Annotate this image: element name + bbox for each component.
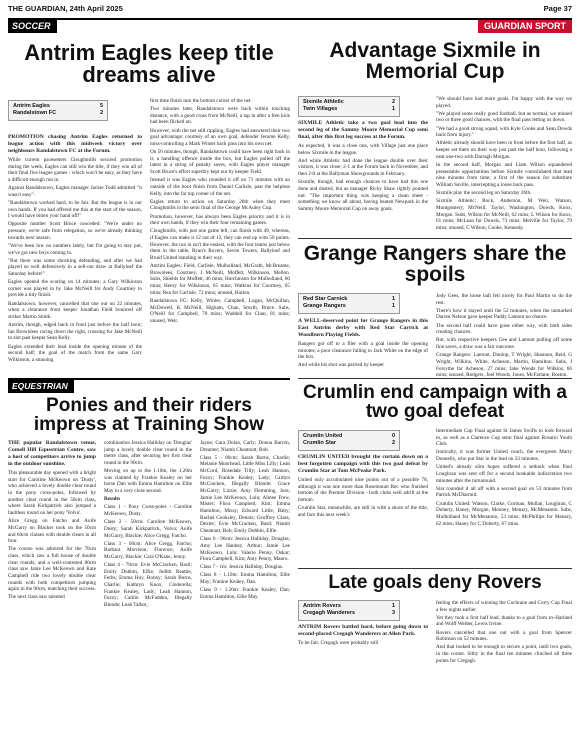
divider [298,238,572,239]
score-row: Twin Villages 1 [303,106,395,113]
article-column: combination Jessica Halliday on 'Douglas' jump a lovely double clear round in the metre class, after securing her first clear round in the 90cm. Moving on up to the 1.10m, the 1.20m was claimed by Frankie Kealey on her horse Dan with Emma Hamilton on Ellie May in a very close second. Results Class 1 - Pony Cross-poles - Caroline McKeown, Dusty. Class 2 - 50cm: Caroline McKeown, Dusty; Sarah Kirkpatrick, Volvo; Aoife McGarry, Blackie; Alice Gregg, Fatcho. Class 3 - 60cm: Alice Gregg, Fatcho; Barbara Morrison, Florence; Aoife McGarry, Blackie; Cara O'Kane, Jenny. Class 4 - 70cm: Evie McCracken, Basil; Emily Dobbin, Elfie; Judith Beattie, Ferbs; Emma Hoy, Bonny; Sarah Burns, Charlie; Kathryn Knox, Cinderella; Frankie Kealey, Lady; Leah Hannon, Fuzzy; Caitlin McFadden, Illegally Blonde; Leah Talbot, [104,440,192,609]
score-row: Red Star Carnick 1 [303,296,395,302]
scorebox [298,96,400,117]
score-row: Grange Rangers 1 [303,303,395,310]
scorebox [298,600,400,621]
score-row: Crumlin Star 2 [303,440,395,447]
article-column: Intermediate Cup Final against St James Swifts to look forward to, as well as a Clarence Cup semi final against Rosario Youth Club. Ironically, it was former United coach, the evergreen Marty Donnelly, who put Star in the lead on 33 minutes. United's already slim hopes suffered a setback when Paul Loughran was sent off for a second bookable indiscretion two minutes after the turnaround. Star rounded it all off with a second goal on 53 minutes from Patrick McDiarmid. Crumlin United: Watson, Clarke, Gorman, Mullan, Loughran, C Doherty, Haney, Morgan, Mooney, Menary, McMenamin. Subs, Mulholland for McMenamin, 53 mins; McPhillips for Menary, 62 mins; Haney for C Doherty, 67 mins. [436,428,572,527]
section-bar [8,378,290,392]
headline: Late goals deny Rovers [328,572,542,593]
article-column: Jody Gees, the loose ball fell nicely for Paul Martin to do the rest. There's how it stayed until the 52 minutes, when the unmarked Darren Nelson gave keeper Paddy Lamont no chance. The second half could have gone either way, with both sides creating chances. But, with respective keepers Gee and Lamont pulling off some fine saves, a draw was a fair outcome. Grange Rangers: Lamont, Dunlop, T Wright, Shannon, Reid, G Wright, Wilkins, White, Acheson, Martin, Hamilton. Subs, J Forsythe for Acheson, 27 mins; Jake Woods for Wilkins, 66 mins; unused, Rodgers, Joel Woods, Jones, McFarlane, Boston. [436,293,572,379]
page-number: Page 37 [543,4,572,13]
section-tag: SOCCER [8,20,57,33]
headline: Antrim Eagles keep title dreams alive [24,40,274,88]
scorebox [8,100,108,121]
divider [298,378,572,379]
article-column: SIXMILE Athletic take a two goal lead into the second leg of the Sammy Moore Memorial Cup semi final, after this first leg success at the Forum. As expected, it was a close one, with Village just one place below Sixmile in the league. And while Athletic had done the league double over their visitors, it was close; 2-1 at the Forum back in November, and then 2-0 at the Ballyman Showgrounds in February. Sixmile, though, had enough chances to have had this one done and dusted, but as manager Ricky Shaw rightly pointed out: "The important thing was keeping a clean sheet - something we know all about, having beaten Newpark in the Sammy Moore Memorial Cup on away goals. [298,120,428,212]
article-column: THE popular Randalstown venue, Comell Hill Equestrian Centre, saw a host of competitors arrive to jump in the outdoor sunshine. This pleasurable day opened with a bright start for Caroline McKeown on 'Dusty', who achieved a lovely double clear round in the pony cross-poles, followed by another clear round in the 50cm class, where Sarah Kirkpatrick also jumped a faultless round on her pony 'Volvo'. Alice Gregg on Fatcho and Aoife McGarry on Blacker took on the 50cm and 60cm classes with double clears in all four. The course was admired for the 70cm class, which saw a full house of double clear rounds, and a well-contested 80cm class saw Janie Lee McKeown and Kate Campbell ride two lovely double clear rounds with both competitors jumping again in the 90cm, matching their success. The next class saw talented [8,440,96,601]
score-row: Antrim Eagles 5 [13,103,103,109]
headline: Ponies and their riders impress at Training Show [33,395,265,436]
section-bar [8,18,572,34]
article-grange [298,238,572,379]
brand-logo: GUARDIAN SPORT [478,20,572,33]
score-row: Randalstown FC 2 [13,110,103,117]
headline: Grange Rangers share the spoils [303,242,567,287]
scorebox [298,293,400,314]
scorebox [298,430,400,451]
article-column: PROMOTION chasing Antrim Eagles returned to league action with this midweek victory over neighbours Randalstown FC at the Forum. While current pacesetters Cloughmills secured promotion during the week, Eagles can still win the title, if they win all of their final five league games - which won't be easy, as they have a difficult enough run in. Against Randalstown, Eagles manager Jackie Todd admitted "it wasn't easy". "Randalstown worked hard, to be fair. Bar the league is in our own hands. If you had offered me this at the start of the season, I would have bitten your hand off!" Opposite number Scott Bruce conceded: "We're under no pressure, we're safe from relegation, so we're already thinking towards next season. "We've been low on numbers lately, but I'm going to stay put, we've got new boys coming in. "But there was some shocking defending, and after we had played so well defensively in a sell-out draw at Ballyloef the Saturday before!" Eagles opened the scoring on 14 minutes; a Gary Wilkinson corner was played in by Jake McNeill for Andy Courtney to provide a tidy finish. Randalstown, however, cancelled that one out on 22 minutes, when a clearance from keeper Jonathan Field bounced off striker Martin Smith. Antrim, though, edged back in front just before the half hour; Ian Brownlees racing down the right, crossing for Jake McNeill to slot past keeper Sean Kelly. Eagles extended their lead inside the opening minute of the second half; the goal of the match from the same Gary Wilkinson, a stunning [8,134,142,363]
article-column: Jayne; Cara Dolan, Carly; Donna Barron, Dreamer; Niamh Cheatnutt, Bob. Class 5 - 80cm: Sarah Burns, Charlie; Melanie Moorhead, Little Miss Lilly; Leah McCord, Rosedale Tilly; Leah Hannon, Fuzzy; Frankie Kealey, Lady; Caitlyn McCracken, Illegally Blonde; Grace McGarry, Lizzie; Amy Flemming, Joss; Jamie Lee McKeown, Lulu; Aimee Frew, Mister; Flora Campbell, Kim; Emma Hamilton, Missy; Edward Little, Baby; Rachel Cooksley, Dennis; Geoffrey Glass, Dexter; Evie McCracken, Basil; Niamh Cheatnutt, Bob; Emily Dobbin, Elfie. Class 6 - 90cm: Jessica Halliday, Douglas; Amy Lee Hanbey, Arthur; Jamie Lee McKeown, Lulu; Valerie Penny, Oskar; Flora Campbell, Kim; Amy Penny, Mauro. Class 7 - 1m: Jessica Halliday, Douglas. Class 8 - 1.10m: Emma Hamilton, Ellie May; Frankie Kealey, Dan. Class 9 - 1.20m: Frankie Kealey, Dan; Emma Hamilton, Ellie May. [200,440,290,600]
article-column: first time finish into the bottom corner of the net. Two minutes later, Randalstown were back within touching distance, with a good cross from McNeill, a tap in after a free kick had been flicked on. However, with the net still rippling, Eagles had answered their two goal advantage; courtesy of an own goal, defender Jerome Kelly, miss-controlling a Mark Winter back pass into his own net. On 56 minutes, though, Randalstown could have been right back in it; a handling offence inside the box, but Eagles pulled off the latest in a string of penalty saves, with Eagles player manager Scott Bruce's effort superbly kept out by keeper Field. Instead it was Eagles who rounded it off on 71 minutes with an outside of the boot finish from Daniel Carlisle, past the helpless Kelly, into the far top corner of the net. Eagles return to action on Saturday 26th when they meet Cloughmills in the semi final of the George McAuley Cup. Promotion, however, has always been Eagles priority and it is in their own hands, if they win their four remaining games. Cloughmills, with just one game left, can finish with 49, whereas, if Eagles can make it 12 out of 12, they can end up with 50 points. However, the run in isn't the easiest, with the four teams just below them in the table, Ryan's Rovers, Seven Towers, Ballyloef and Bruid United standing in their way. Antrim Eagles: Field, Carlisle, Mulholland, McGrath, McBreame, Brownlees, Courtney, J McNeill, Moffett, Wilkinson, Mellon. Subs, Shields for Moffett, 46 mins; Hutchinson for Mulholland, 60 mins; Henry for Wilkinson, 65 mins; Watkins for Courtney, 65 mins; Rea for Carlisle, 72 mins; unused, Harkin. Randalstown FC: Kelly, Winter, Campbell, Logan, McQuillan, McDowell, K McNeill, Higham, Chan, Smyth, Bruce. Subs, O'Neill for Campbell, 70 mins; Waddell for Chan, 81 mins; unused, Weir. [150,98,290,324]
article-column: ANTRIM Rovers battled hard, before going down to second-placed Cregagh Wanderers at Allen Park. To be fair, Cregagh were probably still [298,624,428,646]
score-row: Cregagh Wanderers 3 [303,610,395,617]
article-equestrian [8,394,290,732]
article-column: A WELL-deserved point for Grange Rangers in this East Antrim derby with Red Star Carrick at Woodburn Playing Fields. Rangers got off to a flier with a goal inside the opening minutes; a poor clearance falling to Jack White on the edge of the box. And while his shot was parried by keeper [298,318,428,369]
article-column: feeling the effects of winning the Cochrane and Corry Cup Final a few nights earlier. Yet they took a first half lead, thanks to a goal from ex-Harland and Wolff Welder, Lewis Irvine. Rovers cancelled that one out with a goal from Spencer Robinson on 52 minutes. And that looked to be enough to secure a point, until two goals, in the corner. Sitby in the final ten minutes clinched all three points for Cregagh. [436,600,572,664]
article-sixmile [298,36,572,236]
page-header [8,4,572,16]
article-antrim-rovers [298,568,572,732]
section-tag: EQUESTRIAN [8,380,74,393]
score-row: Sixmile Athletic 2 [303,99,395,105]
headline: Advantage Sixmile in Memorial Cup [329,39,541,84]
score-row: Crumlin United 0 [303,433,395,439]
article-column: CRUMLIN UNITED brought the curtain down on a best forgotten campaign with this two goal defeat by Crumlin Star at Tom McPeake Park. United only accumulated nine points out of a possible 78, although it was one more than Rosemount Rec who finished bottom of the Premier Division - both clubs well adrift at the bottom. Crumlin Star, meanwhile, are still in with a shout of the title, and face this next week's [298,454,428,518]
article-column: "We should have had more goals. I'm happy with the way we played. "We played some really good football, but as normal, we missed two or three good chances, with the final pass letting us down. "We had a good strong squad, with Kyle Cooke and Sean Dowds back from injury." Athletic already should have been in front before the first half, as keeper set them on their way just past the half hour, following a neat one-two with Darragh Morgan. In the second half, Morgan and Liam Wilson squandered presentable opportunities before Sixmile consolidated that lead nine minutes from time; a first of the season for substitute William Saville, intercepting a loose back pass. Sixmile play the second leg on Saturday 26th. Sixmile Athletic: Rock, Anderson, M Weir, Watson, Montgomery, McNeill, Taylor, Washington, Dowds, Knox, Morgan. Subs, Wilson for McNeill, 62 mins; L Wilson for Knox, 61 mins; McLean for Dowds, 73 mins; Melville for Taylor, 79 mins; unused, C Wilson, Cooke, Kennedy. [436,96,572,231]
article-crumlin [298,378,572,564]
date-line: THE GUARDIAN, 24th April 2025 [8,4,123,13]
article-antrim-eagles [8,36,290,374]
divider [298,568,572,569]
headline: Crumlin end campaign with a two goal defeat [303,382,567,423]
score-row: Antrim Rovers 1 [303,603,395,609]
